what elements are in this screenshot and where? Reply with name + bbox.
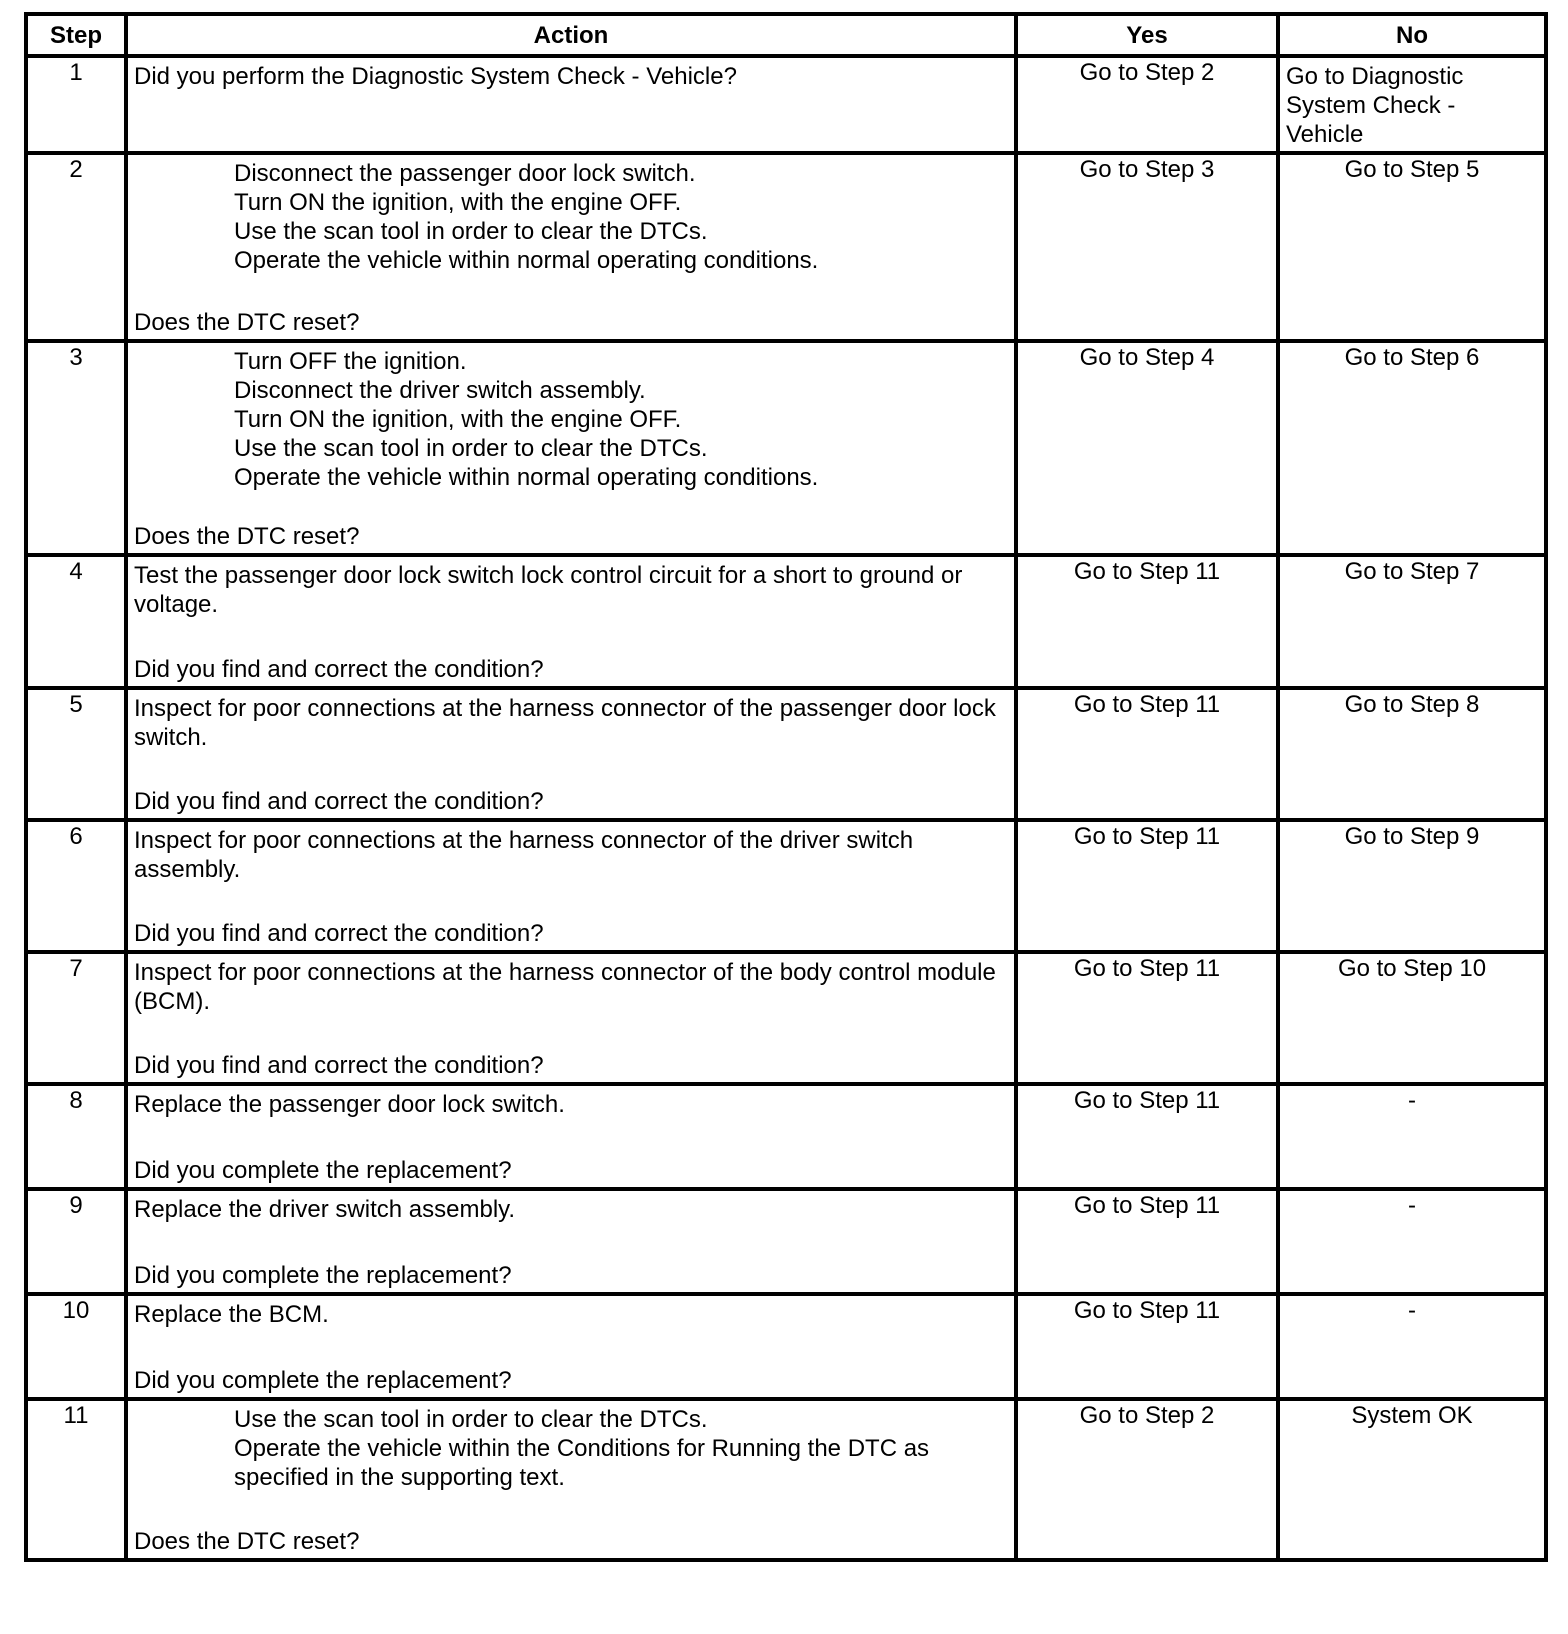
action-instructions xyxy=(134,159,1008,275)
no-cell xyxy=(1278,952,1546,1084)
yes-result: Go to Step 11 xyxy=(1073,823,1221,850)
no-cell xyxy=(1278,1084,1546,1189)
action-question: Did you find and correct the condition? xyxy=(134,788,544,815)
yes-cell xyxy=(1016,1399,1278,1560)
action-step-item: Operate the vehicle within normal operating conditions. xyxy=(234,464,819,491)
step-number: 6 xyxy=(26,820,126,952)
no-cell xyxy=(1278,56,1546,153)
header-step: Step xyxy=(26,14,126,56)
action-step-item: Disconnect the passenger door lock switch. xyxy=(234,160,696,187)
action-cell xyxy=(126,1294,1016,1399)
action-cell xyxy=(126,1399,1016,1560)
step-number: 7 xyxy=(26,952,126,1084)
action-step-item: Turn ON the ignition, with the engine OFF. xyxy=(234,406,682,433)
action-step-item: Use the scan tool in order to clear the DTCs. xyxy=(234,435,708,462)
no-cell xyxy=(1278,820,1546,952)
action-instructions xyxy=(134,1405,1008,1492)
yes-result: Go to Step 11 xyxy=(1073,1087,1221,1114)
action-step-item: Turn ON the ignition, with the engine OFF. xyxy=(234,189,682,216)
action-cell xyxy=(126,341,1016,555)
header-no: No xyxy=(1278,14,1546,56)
table-row xyxy=(26,820,1546,952)
action-step-item: Use the scan tool in order to clear the DTCs. xyxy=(234,218,708,245)
table-row xyxy=(26,1189,1546,1294)
yes-cell xyxy=(1016,688,1278,820)
step-number: 8 xyxy=(26,1084,126,1189)
yes-cell xyxy=(1016,1189,1278,1294)
action-text: Inspect for poor connections at the harness connector of the driver switch assembly. xyxy=(134,827,914,883)
no-result: System OK xyxy=(1351,1402,1473,1429)
yes-result: Go to Step 11 xyxy=(1073,955,1221,982)
action-instructions xyxy=(134,62,1008,91)
table-row xyxy=(26,1399,1546,1560)
yes-cell xyxy=(1016,1084,1278,1189)
action-question: Did you complete the replacement? xyxy=(134,1157,512,1184)
action-question: Does the DTC reset? xyxy=(134,309,360,336)
table-body xyxy=(26,56,1546,1560)
step-number: 5 xyxy=(26,688,126,820)
action-cell xyxy=(126,1189,1016,1294)
action-question: Did you find and correct the condition? xyxy=(134,920,544,947)
action-instructions xyxy=(134,694,1008,752)
action-instructions xyxy=(134,1300,1008,1329)
action-step-list xyxy=(134,159,1008,275)
action-instructions xyxy=(134,958,1008,1016)
no-cell xyxy=(1278,1399,1546,1560)
step-number: 3 xyxy=(26,341,126,555)
yes-result: Go to Step 3 xyxy=(1079,156,1215,183)
action-step-item: Operate the vehicle within the Conditions for Running the DTC as specified in the supporting text. xyxy=(234,1435,930,1491)
action-text: Replace the BCM. xyxy=(134,1301,329,1328)
step-number: 2 xyxy=(26,153,126,341)
yes-result: Go to Step 11 xyxy=(1073,1297,1221,1324)
table-row xyxy=(26,1294,1546,1399)
action-cell xyxy=(126,153,1016,341)
no-cell xyxy=(1278,688,1546,820)
diagnostic-table xyxy=(24,12,1548,1562)
action-step-list xyxy=(134,1405,1008,1492)
action-instructions xyxy=(134,1195,1008,1224)
no-result: Go to Step 10 xyxy=(1337,955,1487,982)
yes-cell xyxy=(1016,820,1278,952)
table-row xyxy=(26,952,1546,1084)
yes-cell xyxy=(1016,341,1278,555)
yes-cell xyxy=(1016,555,1278,688)
action-step-list xyxy=(134,347,1008,492)
no-result: Go to Diagnostic System Check - Vehicle xyxy=(1286,63,1464,148)
action-question: Did you complete the replacement? xyxy=(134,1367,512,1394)
action-step-item: Operate the vehicle within normal operating conditions. xyxy=(234,247,819,274)
action-text: Replace the passenger door lock switch. xyxy=(134,1091,565,1118)
yes-result: Go to Step 4 xyxy=(1079,344,1215,371)
no-result: Go to Step 6 xyxy=(1344,344,1480,371)
header-action: Action xyxy=(126,14,1016,56)
action-text: Test the passenger door lock switch lock control circuit for a short to ground or voltage. xyxy=(134,562,963,618)
table-row xyxy=(26,341,1546,555)
action-step-item: Use the scan tool in order to clear the DTCs. xyxy=(234,1406,708,1433)
yes-cell xyxy=(1016,952,1278,1084)
no-result: Go to Step 9 xyxy=(1344,823,1480,850)
action-step-item: Turn OFF the ignition. xyxy=(234,348,467,375)
action-question: Did you complete the replacement? xyxy=(134,1262,512,1289)
action-question: Does the DTC reset? xyxy=(134,523,360,550)
action-question: Did you find and correct the condition? xyxy=(134,1052,544,1079)
table-row xyxy=(26,1084,1546,1189)
action-instructions xyxy=(134,826,1008,884)
yes-cell xyxy=(1016,1294,1278,1399)
action-text: Replace the driver switch assembly. xyxy=(134,1196,516,1223)
table-row xyxy=(26,56,1546,153)
action-question: Did you find and correct the condition? xyxy=(134,656,544,683)
no-cell xyxy=(1278,555,1546,688)
yes-cell xyxy=(1016,56,1278,153)
action-instructions xyxy=(134,347,1008,492)
no-result: Go to Step 5 xyxy=(1344,156,1480,183)
no-cell xyxy=(1278,153,1546,341)
yes-result: Go to Step 11 xyxy=(1073,1192,1221,1219)
action-cell xyxy=(126,56,1016,153)
action-cell xyxy=(126,952,1016,1084)
no-result: - xyxy=(1408,1297,1416,1324)
table-row xyxy=(26,153,1546,341)
action-step-item: Disconnect the driver switch assembly. xyxy=(234,377,646,404)
no-result: Go to Step 8 xyxy=(1344,691,1480,718)
action-cell xyxy=(126,1084,1016,1189)
action-question: Does the DTC reset? xyxy=(134,1528,360,1555)
no-result: - xyxy=(1408,1192,1416,1219)
header-yes: Yes xyxy=(1016,14,1278,56)
yes-cell xyxy=(1016,153,1278,341)
yes-result: Go to Step 2 xyxy=(1079,1402,1215,1429)
table-row xyxy=(26,688,1546,820)
no-cell xyxy=(1278,341,1546,555)
no-result: Go to Step 7 xyxy=(1344,558,1480,585)
action-text: Inspect for poor connections at the harness connector of the body control module (BCM). xyxy=(134,959,996,1015)
action-cell xyxy=(126,688,1016,820)
yes-result: Go to Step 11 xyxy=(1073,558,1221,585)
no-result: - xyxy=(1408,1087,1416,1114)
step-number: 11 xyxy=(26,1399,126,1560)
no-cell xyxy=(1278,1294,1546,1399)
action-text: Did you perform the Diagnostic System Check - Vehicle? xyxy=(134,63,737,90)
header-row xyxy=(26,14,1546,56)
no-cell xyxy=(1278,1189,1546,1294)
yes-result: Go to Step 11 xyxy=(1073,691,1221,718)
table-row xyxy=(26,555,1546,688)
step-number: 4 xyxy=(26,555,126,688)
action-text: Inspect for poor connections at the harness connector of the passenger door lock switch. xyxy=(134,695,996,751)
step-number: 10 xyxy=(26,1294,126,1399)
action-cell xyxy=(126,820,1016,952)
action-instructions xyxy=(134,1090,1008,1119)
step-number: 1 xyxy=(26,56,126,153)
action-instructions xyxy=(134,561,1008,619)
step-number: 9 xyxy=(26,1189,126,1294)
action-cell xyxy=(126,555,1016,688)
yes-result: Go to Step 2 xyxy=(1079,59,1215,86)
